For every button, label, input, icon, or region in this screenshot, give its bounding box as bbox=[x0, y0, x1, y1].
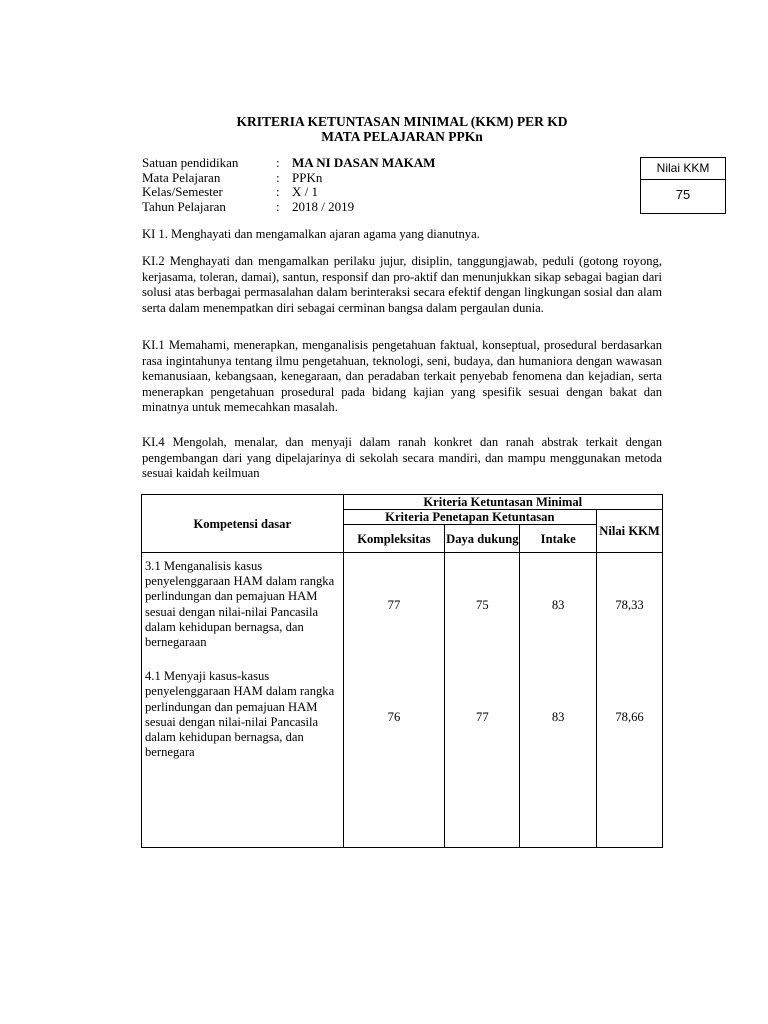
header-daya-dukung: Daya dukung bbox=[445, 525, 520, 553]
meta-value-class: X / 1 bbox=[292, 184, 318, 199]
meta-row-mapel bbox=[142, 171, 435, 186]
document-subtitle: MATA PELAJARAN PPKn bbox=[321, 129, 483, 144]
kompleksitas-cell bbox=[343, 553, 445, 848]
header-nilai-kkm: Nilai KKM bbox=[597, 510, 663, 553]
ki-1-paragraph: KI 1. Menghayati dan mengamalkan ajaran agama yang dianutnya. bbox=[142, 227, 480, 241]
meta-colon: : bbox=[276, 198, 280, 214]
table-header-row bbox=[142, 495, 663, 510]
meta-label: Satuan pendidikan bbox=[142, 155, 239, 170]
meta-colon: : bbox=[276, 155, 280, 170]
identity-block bbox=[142, 156, 435, 214]
document-title: KRITERIA KETUNTASAN MINIMAL (KKM) PER KD bbox=[236, 114, 568, 129]
meta-label: Mata Pelajaran bbox=[142, 169, 221, 185]
header-intake: Intake bbox=[520, 525, 597, 553]
nilai-kkm-cell bbox=[597, 553, 663, 848]
header-kompetensi-dasar: Kompetensi dasar bbox=[142, 495, 344, 553]
meta-row-tahun bbox=[142, 200, 435, 215]
meta-label: Tahun Pelajaran bbox=[142, 198, 226, 214]
meta-row-kelas bbox=[142, 185, 435, 200]
header-kriteria-penetapan: Kriteria Penetapan Ketuntasan bbox=[343, 510, 597, 525]
ki-4-paragraph: KI.4 Mengolah, menalar, dan menyaji dalam ranah konkret dan ranah abstrak terkait dengan pengembangan dari yang dipelajarinya di sekolah secara mandiri, dan mampu menggunakan metoda sesuai kaidah keilmuan bbox=[142, 435, 662, 480]
header-kkm: Kriteria Ketuntasan Minimal bbox=[343, 495, 662, 510]
kd-4-1-nilai-kkm: 78,66 bbox=[615, 710, 644, 724]
ki-2-paragraph: KI.2 Menghayati dan mengamalkan perilaku jujur, disiplin, tanggungjawab, peduli (gotong royong, kerjasama, toleran, damai), santun, responsif dan pro-aktif dan menunjukkan sikap sebagai bagian dari solusi atas berbagai permasalahan dalam berinteraksi secara efektif dengan lingkungan sosial dan alam serta dalam menempatkan diri sebagai cerminan bangsa dalam pergaulan dunia. bbox=[142, 254, 662, 315]
daya-dukung-cell bbox=[445, 553, 520, 848]
nilai-kkm-value: 75 bbox=[675, 187, 691, 202]
table-body-row bbox=[142, 553, 663, 848]
kd-3-1: 3.1 Menganalisis kasus penyelenggaraan HAM dalam rangka perlindungan dan pemajuan HAM sesuai dengan nilai-nilai Pancasila dalam kehidupan bernagsa, dan bernegaraan bbox=[145, 559, 335, 650]
intake-cell bbox=[520, 553, 597, 848]
kd-cell bbox=[142, 553, 344, 848]
kd-4-1-intake: 83 bbox=[551, 710, 565, 724]
kd-4-1: 4.1 Menyaji kasus-kasus penyelenggaraan HAM dalam rangka perlindungan dan pemajuan HAM sesuai dengan nilai-nilai Pancasila dalam kehidupan bernagsa, dan bernegara bbox=[145, 669, 335, 760]
meta-colon: : bbox=[276, 184, 280, 199]
kkm-table bbox=[141, 494, 663, 848]
kd-4-1-kompleksitas: 76 bbox=[387, 710, 401, 724]
kd-4-1-daya-dukung: 77 bbox=[476, 710, 489, 724]
meta-value-subject: PPKn bbox=[292, 169, 323, 185]
meta-value-school: MA NI DASAN MAKAM bbox=[292, 155, 436, 170]
kd-3-1-intake: 83 bbox=[551, 598, 565, 612]
kd-3-1-kompleksitas: 77 bbox=[387, 598, 401, 612]
kd-3-1-nilai-kkm: 78,33 bbox=[615, 598, 644, 612]
kd-3-1-daya-dukung: 75 bbox=[476, 598, 489, 612]
ki-3-paragraph: KI.1 Memahami, menerapkan, menganalisis pengetahuan faktual, konseptual, prosedural berdasarkan rasa ingintahunya tentang ilmu pengetahuan, teknologi, seni, budaya, dan humaniora dengan wawasan kemanusiaan, kebangsaan, kenegaraan, dan peradaban terkait penyebab fenomena dan kejadian, serta menerapkan pengetahuan prosedural pada bidang kajian yang spesifik sesuai dengan bakat dan minatnya untuk memecahkan masalah. bbox=[142, 338, 662, 414]
nilai-kkm-label: Nilai KKM bbox=[641, 158, 725, 180]
meta-colon: : bbox=[276, 169, 280, 185]
nilai-kkm-box bbox=[640, 157, 726, 214]
header-kompleksitas: Kompleksitas bbox=[343, 525, 445, 553]
meta-label: Kelas/Semester bbox=[142, 184, 223, 199]
meta-value-year: 2018 / 2019 bbox=[292, 198, 355, 214]
meta-row-satuan bbox=[142, 156, 435, 171]
